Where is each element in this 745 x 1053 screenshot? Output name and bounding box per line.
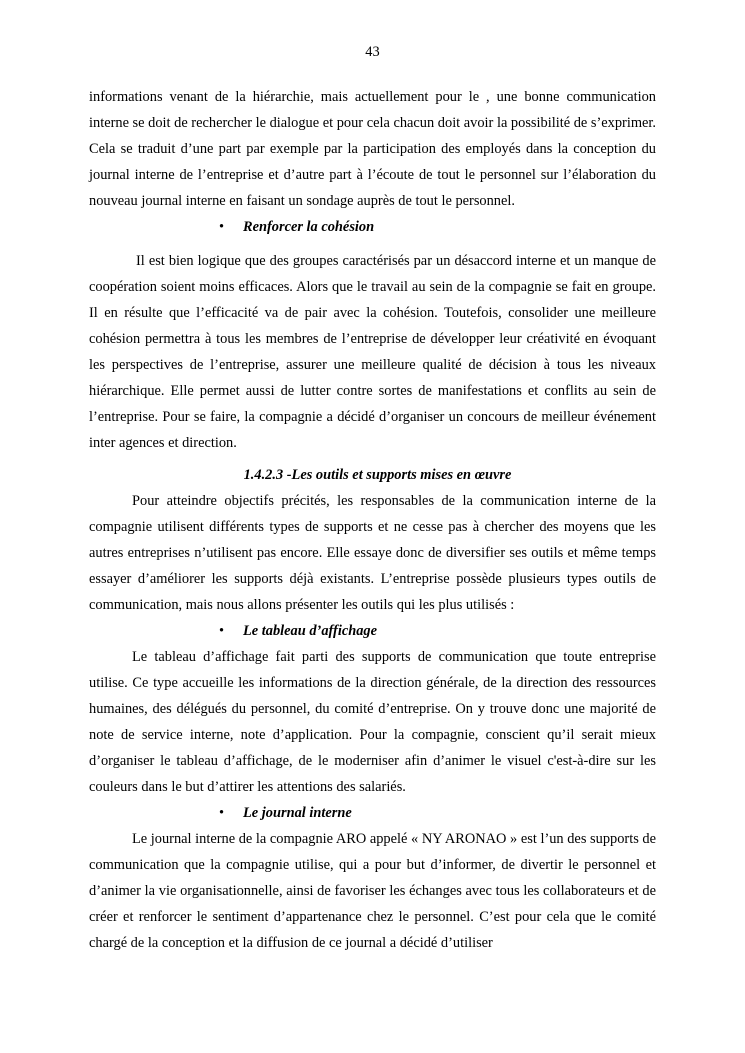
bullet-heading-journal-interne [89,800,656,826]
bullet-icon: • [219,623,225,639]
paragraph-outils-supports: Pour atteindre objectifs précités, les responsables de la communication interne de la compagnie utilisent différents types de supports et ne cesse pas à chercher des moyens que les autres entreprises n’utilisent pas encore. Elle essaye donc de diversifier ses outils et même temps essayer d’améliorer les supports déjà existants. L’entreprise possède plusieurs types outils de communication, mais nous allons présenter les outils qui les plus utilisés : [89,493,656,613]
bullet-heading-cohesion [89,214,656,240]
paragraph-journal-interne: Le journal interne de la compagnie ARO appelé « NY ARONAO » est l’un des supports de communication que la compagnie utilise, qui a pour but d’informer, de divertir le personnel et d’animer la vie organisationnelle, ainsi de favoriser les échanges avec tous les collaborateurs et de créer et renforcer le sentiment d’appartenance chez le personnel. C’est pour cela que le comité chargé de la conception et la diffusion de ce journal a décidé d’utiliser [89,831,656,951]
bullet-icon: • [219,219,225,235]
section-heading: 1.4.2.3 -Les outils et supports mises en œuvre [243,467,512,483]
page-number: 43 [365,44,380,60]
bullet-label: Le journal interne [243,805,352,821]
bullet-label: Renforcer la cohésion [243,219,375,235]
bullet-label: Le tableau d’affichage [243,623,378,639]
paragraph-tableau-affichage: Le tableau d’affichage fait parti des supports de communication que toute entreprise utilise. Ce type accueille les informations de la direction générale, de la direction des ressources humaines, des délégués du personnel, du comité d’entreprise. On y trouve donc une majorité de note de service interne, note d’application. Pour la compagnie, conscient qu’il serait mieux d’organiser le tableau d’affichage, de le moderniser afin d’animer le visuel c'est-à-dire sur les couleurs dans le but d’attirer les attentions des salariés. [89,649,656,795]
bullet-heading-tableau-affichage [89,618,656,644]
document-body [89,84,656,956]
paragraph-cohesion: Il est bien logique que des groupes caractérisés par un désaccord interne et un manque de coopération soient moins efficaces. Alors que le travail au sein de la compagnie se fait en groupe. Il en résulte que l’efficacité va de pair avec la cohésion. Toutefois, consolider une meilleure cohésion permettra à tous les membres de l’entreprise de développer leur créativité en évoquant les perspectives de l’entreprise, assurer une meilleure qualité de décision à tous les niveaux hiérarchique. Elle permet aussi de lutter contre sortes de manifestations et conflits au sein de l’entreprise. Pour se faire, la compagnie a décidé d’organiser un concours de meilleur événement inter agences et direction. [89,253,656,451]
bullet-icon: • [219,805,225,821]
paragraph-communication-dialogue: informations venant de la hiérarchie, mais actuellement pour le , une bonne communication interne se doit de rechercher le dialogue et pour cela chacun doit avoir la possibilité de s’exprimer. Cela se traduit d’une part par exemple par la participation des employés dans la conception du journal interne de l’entreprise et d’autre part à l’écoute de tout le personnel sur l’élaboration du nouveau journal interne en faisant un sondage auprès de tout le personnel. [89,89,657,209]
